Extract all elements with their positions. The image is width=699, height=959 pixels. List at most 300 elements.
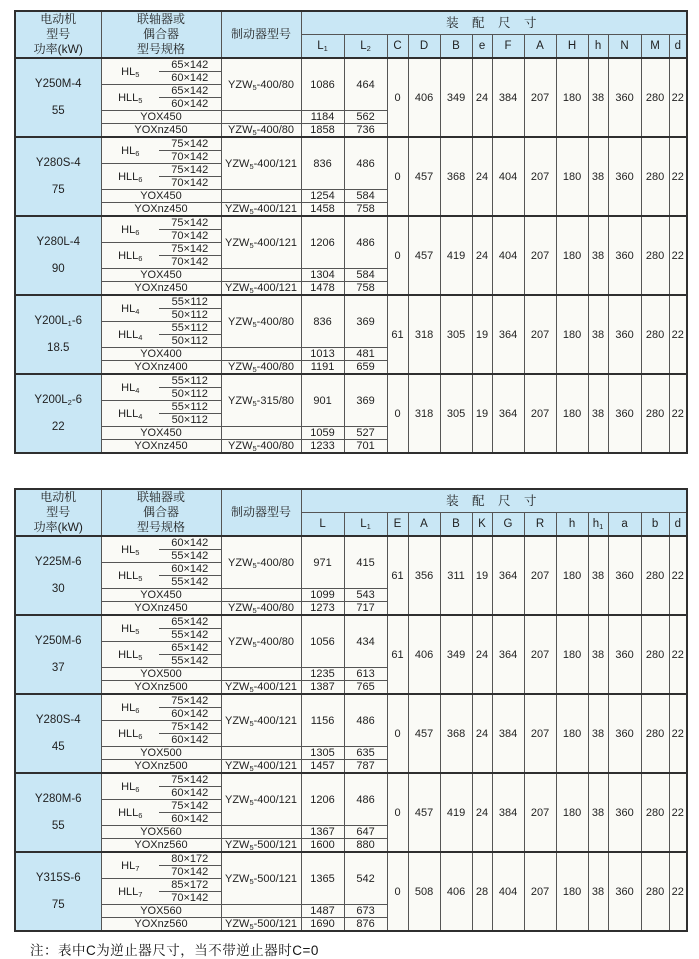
motor-power: 45 [51,741,65,753]
dim-value-cell: 360 [608,773,641,852]
coupling-name-cell: YOXnz450 [101,203,221,217]
coupling-size-cell: 60×142 [159,72,221,85]
length-value-cell: 1099 [301,589,344,602]
dim-value-cell: 406 [408,58,440,137]
length-value-cell: 613 [344,668,387,681]
coupling-size-cell: 75×142 [159,800,221,813]
brake-cell: $YZW_5-500/121$ [221,918,301,932]
length-value-cell: 486 [344,216,387,269]
coupling-label-cell: $HLL_5$ [101,563,159,589]
dim-value-cell: 457 [408,773,440,852]
spec-table-top [14,10,688,454]
coupling-name-cell: YOX500 [101,668,221,681]
dim-value-cell: 360 [608,852,641,931]
dim-value-cell: 180 [556,694,588,773]
brake-col-header: 制动器型号 [221,489,301,536]
dim-value-cell: 360 [608,536,641,615]
dim-value-cell: 404 [492,852,524,931]
dim-col-header: D [408,35,440,59]
dim-col-header: $L_2$ [344,35,387,59]
coupling-size-cell: 80×172 [159,852,221,866]
brake-cell [221,111,301,124]
length-value-cell: 1273 [301,602,344,616]
coupling-size-cell: 60×142 [159,708,221,721]
dim-col-header: L [301,513,344,537]
coupling-label-cell: $HL_6$ [101,773,159,800]
dim-value-cell: 24 [472,58,492,137]
length-value-cell: 1365 [301,852,344,905]
motor-model: Y250M-6 [34,635,82,647]
dim-value-cell: 28 [472,852,492,931]
dim-value-cell: 24 [472,216,492,295]
brake-cell [221,826,301,839]
dim-value-cell: 180 [556,374,588,453]
coupling-size-cell: 60×142 [159,813,221,826]
length-value-cell: 787 [344,760,387,774]
length-value-cell: 1367 [301,826,344,839]
coupling-size-cell: 75×142 [159,216,221,230]
coupling-size-cell: 60×142 [159,787,221,800]
length-value-cell: 1387 [301,681,344,695]
brake-cell: $YZW_5-400/121$ [221,216,301,269]
motor-model: Y225M-6 [34,556,82,568]
coupling-name-cell: YOX450 [101,589,221,602]
dim-value-cell: 349 [440,615,472,694]
dim-value-cell: 318 [408,295,440,374]
footnote: 注：表中C为逆止器尺寸，当不带逆止器时C=0 [30,943,319,958]
length-value-cell: 369 [344,295,387,348]
dim-value-cell: 280 [641,58,669,137]
dim-value-cell: 406 [440,852,472,931]
dim-value-cell: 280 [641,137,669,216]
dim-value-cell: 0 [387,216,408,295]
brake-cell: $YZW_5-500/121$ [221,839,301,853]
length-value-cell: 1487 [301,905,344,918]
dim-value-cell: 0 [387,58,408,137]
length-value-cell: 765 [344,681,387,695]
length-value-cell: 1059 [301,427,344,440]
motor-model: $Y200L_1-6$ [34,315,83,328]
dim-value-cell: 24 [472,694,492,773]
coupling-name-cell: YOX450 [101,190,221,203]
dim-value-cell: 0 [387,374,408,453]
dim-col-header: H [556,35,588,59]
dim-value-cell: 318 [408,374,440,453]
dim-value-cell: 22 [669,137,687,216]
dim-value-cell: 207 [524,374,556,453]
length-value-cell: 758 [344,203,387,217]
coupling-name-cell: YOXnz400 [101,361,221,375]
dim-value-cell: 207 [524,295,556,374]
length-value-cell: 543 [344,589,387,602]
dim-col-header: d [669,513,687,537]
coupling-label-cell: $HL_6$ [101,216,159,243]
brake-cell: $YZW_5-400/80$ [221,58,301,111]
dim-value-cell: 360 [608,216,641,295]
dim-col-header: b [641,513,669,537]
dim-value-cell: 457 [408,137,440,216]
motor-power: 75 [51,899,65,911]
dim-value-cell: 22 [669,615,687,694]
dim-value-cell: 207 [524,694,556,773]
dim-col-header: M [641,35,669,59]
dim-value-cell: 368 [440,694,472,773]
length-value-cell: 758 [344,282,387,296]
brake-cell: $YZW_5-400/80$ [221,124,301,138]
dim-col-header: B [440,35,472,59]
motor-model: Y280S-4 [35,714,81,726]
length-value-cell: 1458 [301,203,344,217]
brake-cell [221,905,301,918]
dim-value-cell: 38 [588,216,608,295]
dim-col-header: K [472,513,492,537]
motor-power: 90 [51,263,65,275]
coupling-label-cell: $HLL_6$ [101,721,159,747]
coupling-size-cell: 55×142 [159,550,221,563]
coupling-name-cell: YOXnz450 [101,124,221,138]
dim-value-cell: 38 [588,694,608,773]
coupling-name-cell: YOXnz500 [101,760,221,774]
length-value-cell: 673 [344,905,387,918]
dim-value-cell: 180 [556,216,588,295]
coupling-size-cell: 50×112 [159,388,221,401]
length-value-cell: 562 [344,111,387,124]
coupling-size-cell: 75×142 [159,773,221,787]
coupling-size-cell: 70×142 [159,866,221,879]
length-value-cell: 1304 [301,269,344,282]
dim-value-cell: 24 [472,137,492,216]
coupling-size-cell: 65×142 [159,58,221,72]
dim-col-header: $L_1$ [344,513,387,537]
length-value-cell: 1206 [301,216,344,269]
length-value-cell: 1206 [301,773,344,826]
length-value-cell: 659 [344,361,387,375]
coupling-label-cell: $HL_6$ [101,694,159,721]
length-value-cell: 647 [344,826,387,839]
dim-value-cell: 360 [608,694,641,773]
dim-value-cell: 207 [524,536,556,615]
brake-cell: $YZW_5-500/121$ [221,852,301,905]
brake-cell: $YZW_5-400/80$ [221,361,301,375]
coupling-size-cell: 65×142 [159,642,221,655]
dim-value-cell: 180 [556,852,588,931]
coupling-label-cell: $HLL_6$ [101,800,159,826]
motor-cell [15,137,101,216]
coupling-col-header: 联轴器或 偶合器 型号规格 [101,11,221,58]
dim-value-cell: 360 [608,374,641,453]
length-value-cell: 584 [344,269,387,282]
brake-cell [221,747,301,760]
motor-power: 55 [51,820,65,832]
motor-cell [15,773,101,852]
dim-col-header: F [492,35,524,59]
brake-cell: $YZW_5-400/121$ [221,773,301,826]
dim-value-cell: 207 [524,852,556,931]
dim-value-cell: 457 [408,216,440,295]
dim-value-cell: 364 [492,295,524,374]
dim-value-cell: 384 [492,58,524,137]
spec-table-bottom [14,488,688,932]
dim-col-header: C [387,35,408,59]
coupling-size-cell: 60×142 [159,563,221,576]
coupling-label-cell: $HLL_4$ [101,322,159,348]
dim-col-header: R [524,513,556,537]
assembly-dims-group-header: 装 配 尺 寸 [301,489,687,513]
coupling-size-cell: 65×142 [159,615,221,629]
length-value-cell: 434 [344,615,387,668]
length-value-cell: 701 [344,440,387,454]
length-value-cell: 1235 [301,668,344,681]
dim-value-cell: 0 [387,852,408,931]
dim-value-cell: 207 [524,58,556,137]
dim-value-cell: 364 [492,615,524,694]
dim-value-cell: 360 [608,58,641,137]
motor-model: Y250M-4 [34,78,82,90]
dim-value-cell: 19 [472,374,492,453]
dim-value-cell: 368 [440,137,472,216]
motor-model: $Y200L_2-6$ [34,394,83,407]
dim-value-cell: 180 [556,295,588,374]
brake-cell: $YZW_5-400/80$ [221,536,301,589]
dim-value-cell: 38 [588,295,608,374]
dim-value-cell: 19 [472,536,492,615]
length-value-cell: 1478 [301,282,344,296]
coupling-size-cell: 65×142 [159,85,221,98]
brake-cell: $YZW_5-400/121$ [221,203,301,217]
dim-value-cell: 22 [669,852,687,931]
dim-value-cell: 419 [440,216,472,295]
brake-cell: $YZW_5-400/80$ [221,602,301,616]
coupling-size-cell: 70×142 [159,256,221,269]
motor-model: Y280M-6 [34,793,82,805]
dim-value-cell: 180 [556,615,588,694]
dim-value-cell: 180 [556,137,588,216]
coupling-size-cell: 75×142 [159,243,221,256]
dim-value-cell: 180 [556,58,588,137]
length-value-cell: 415 [344,536,387,589]
dim-value-cell: 384 [492,694,524,773]
dim-col-header: h [556,513,588,537]
coupling-size-cell: 55×112 [159,374,221,388]
dim-value-cell: 404 [492,137,524,216]
dim-value-cell: 22 [669,216,687,295]
coupling-label-cell: $HL_4$ [101,374,159,401]
length-value-cell: 880 [344,839,387,853]
coupling-size-cell: 70×142 [159,177,221,190]
dim-value-cell: 61 [387,615,408,694]
motor-cell [15,615,101,694]
motor-cell [15,374,101,453]
length-value-cell: 836 [301,137,344,190]
dim-value-cell: 22 [669,295,687,374]
brake-cell: $YZW_5-315/80$ [221,374,301,427]
dim-value-cell: 207 [524,615,556,694]
dim-value-cell: 38 [588,137,608,216]
coupling-label-cell: $HL_4$ [101,295,159,322]
brake-cell: $YZW_5-400/80$ [221,295,301,348]
dim-value-cell: 180 [556,536,588,615]
length-value-cell: 1457 [301,760,344,774]
length-value-cell: 717 [344,602,387,616]
coupling-size-cell: 70×142 [159,230,221,243]
coupling-label-cell: $HL_5$ [101,615,159,642]
coupling-label-cell: $HLL_6$ [101,243,159,269]
coupling-size-cell: 60×142 [159,734,221,747]
coupling-name-cell: YOX560 [101,826,221,839]
coupling-size-cell: 55×112 [159,401,221,414]
coupling-size-cell: 60×142 [159,536,221,550]
coupling-label-cell: $HLL_5$ [101,85,159,111]
length-value-cell: 369 [344,374,387,427]
coupling-col-header: 联轴器或 偶合器 型号规格 [101,489,221,536]
dim-value-cell: 508 [408,852,440,931]
dim-value-cell: 280 [641,295,669,374]
dim-col-header: h [588,35,608,59]
length-value-cell: 486 [344,773,387,826]
dim-value-cell: 280 [641,216,669,295]
coupling-label-cell: $HL_6$ [101,137,159,164]
dim-value-cell: 38 [588,852,608,931]
coupling-size-cell: 50×112 [159,309,221,322]
coupling-name-cell: YOXnz560 [101,839,221,853]
dim-col-header: G [492,513,524,537]
coupling-size-cell: 55×112 [159,295,221,309]
assembly-dims-group-header: 装 配 尺 寸 [301,11,687,35]
coupling-name-cell: YOX450 [101,111,221,124]
dim-value-cell: 349 [440,58,472,137]
length-value-cell: 486 [344,694,387,747]
dim-col-header: N [608,35,641,59]
dim-value-cell: 384 [492,773,524,852]
dim-value-cell: 38 [588,536,608,615]
dim-value-cell: 280 [641,615,669,694]
motor-cell [15,694,101,773]
length-value-cell: 901 [301,374,344,427]
dim-value-cell: 419 [440,773,472,852]
dim-col-header: e [472,35,492,59]
dim-value-cell: 280 [641,694,669,773]
coupling-size-cell: 75×142 [159,137,221,151]
dim-value-cell: 24 [472,773,492,852]
dim-value-cell: 280 [641,536,669,615]
length-value-cell: 527 [344,427,387,440]
coupling-size-cell: 70×142 [159,892,221,905]
brake-cell [221,348,301,361]
coupling-name-cell: YOX560 [101,905,221,918]
dim-value-cell: 61 [387,536,408,615]
brake-cell: $YZW_5-400/121$ [221,681,301,695]
motor-cell [15,852,101,931]
motor-power: 55 [51,105,65,117]
coupling-label-cell: $HLL_7$ [101,879,159,905]
coupling-size-cell: 55×112 [159,322,221,335]
dim-value-cell: 0 [387,137,408,216]
length-value-cell: 1305 [301,747,344,760]
length-value-cell: 481 [344,348,387,361]
dim-col-header: A [524,35,556,59]
dim-value-cell: 38 [588,374,608,453]
motor-col-header: 电动机 型号 功率(kW) [15,11,101,58]
length-value-cell: 1254 [301,190,344,203]
motor-power: 18.5 [47,342,70,354]
length-value-cell: 836 [301,295,344,348]
coupling-name-cell: YOXnz450 [101,602,221,616]
coupling-label-cell: $HLL_5$ [101,642,159,668]
dim-value-cell: 360 [608,137,641,216]
dim-value-cell: 24 [472,615,492,694]
coupling-label-cell: $HL_5$ [101,58,159,85]
dim-col-header: a [608,513,641,537]
motor-power: 37 [51,662,65,674]
coupling-label-cell: $HL_7$ [101,852,159,879]
dim-value-cell: 0 [387,773,408,852]
brake-cell: $YZW_5-400/121$ [221,282,301,296]
coupling-size-cell: 85×172 [159,879,221,892]
dim-value-cell: 207 [524,137,556,216]
dim-col-header: B [440,513,472,537]
dim-value-cell: 356 [408,536,440,615]
coupling-name-cell: YOXnz500 [101,681,221,695]
length-value-cell: 1013 [301,348,344,361]
dim-value-cell: 364 [492,374,524,453]
length-value-cell: 584 [344,190,387,203]
dim-value-cell: 22 [669,58,687,137]
coupling-name-cell: YOX500 [101,747,221,760]
length-value-cell: 1690 [301,918,344,932]
motor-model: Y280L-4 [36,236,80,248]
dim-value-cell: 38 [588,615,608,694]
coupling-size-cell: 60×142 [159,98,221,111]
brake-cell: $YZW_5-400/121$ [221,760,301,774]
coupling-name-cell: YOXnz560 [101,918,221,932]
coupling-size-cell: 70×142 [159,151,221,164]
dim-value-cell: 280 [641,773,669,852]
length-value-cell: 1233 [301,440,344,454]
motor-cell [15,58,101,137]
motor-power: 22 [51,421,65,433]
dim-value-cell: 457 [408,694,440,773]
motor-cell [15,536,101,615]
coupling-size-cell: 55×142 [159,629,221,642]
length-value-cell: 1184 [301,111,344,124]
coupling-name-cell: YOX450 [101,269,221,282]
brake-cell [221,269,301,282]
brake-cell [221,589,301,602]
dim-col-header: $h_1$ [588,513,608,537]
dim-value-cell: 364 [492,536,524,615]
dim-value-cell: 280 [641,852,669,931]
dim-value-cell: 305 [440,295,472,374]
length-value-cell: 635 [344,747,387,760]
coupling-size-cell: 50×112 [159,414,221,427]
length-value-cell: 736 [344,124,387,138]
length-value-cell: 971 [301,536,344,589]
length-value-cell: 1600 [301,839,344,853]
length-value-cell: 542 [344,852,387,905]
coupling-name-cell: YOXnz450 [101,282,221,296]
dim-value-cell: 406 [408,615,440,694]
length-value-cell: 486 [344,137,387,190]
brake-cell: $YZW_5-400/80$ [221,440,301,454]
motor-model: Y280S-4 [35,157,81,169]
length-value-cell: 464 [344,58,387,111]
dim-value-cell: 0 [387,694,408,773]
dim-value-cell: 61 [387,295,408,374]
brake-cell: $YZW_5-400/80$ [221,615,301,668]
coupling-name-cell: YOXnz450 [101,440,221,454]
length-value-cell: 1191 [301,361,344,375]
dim-value-cell: 207 [524,216,556,295]
